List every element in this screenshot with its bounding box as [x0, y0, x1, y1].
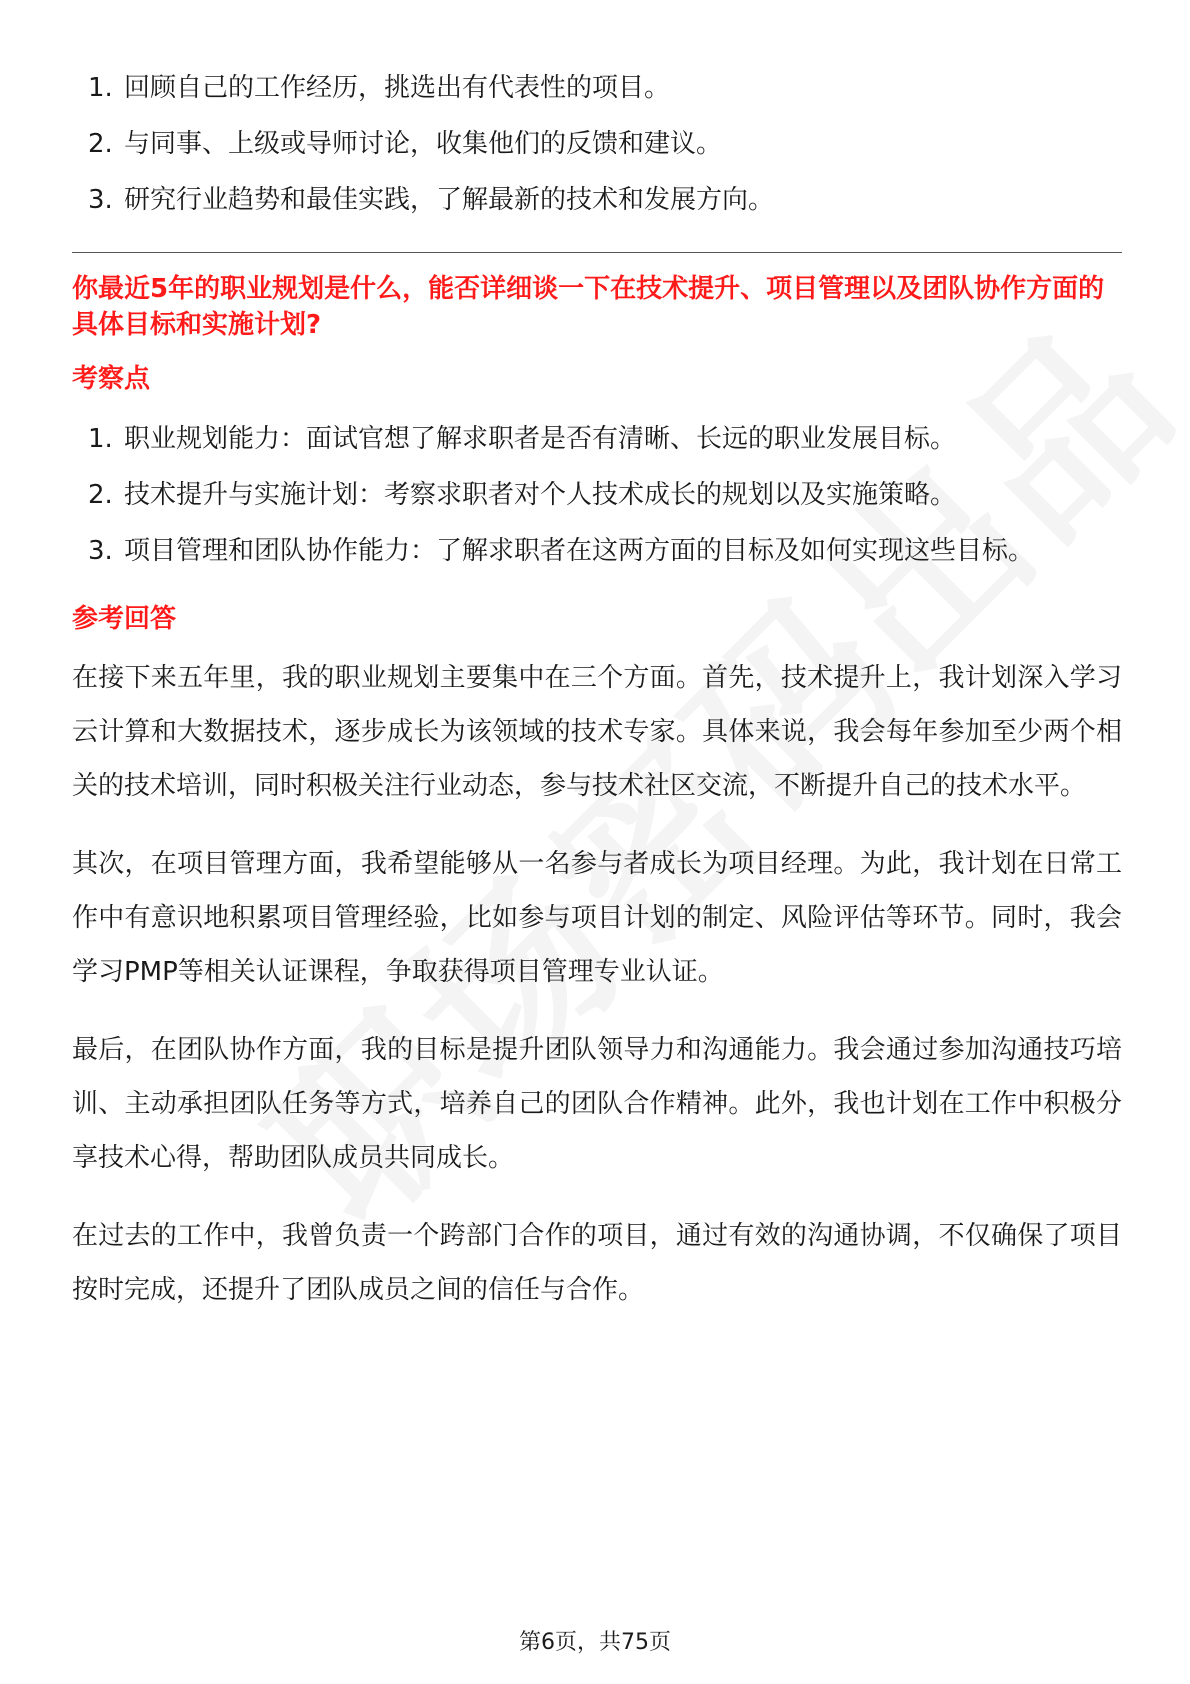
document-page [72, 60, 1122, 1341]
list-text: 技术提升与实施计划：考察求职者对个人技术成长的规划以及实施策略。 [124, 480, 957, 510]
list-number: 2. [88, 480, 113, 510]
list-item [72, 116, 1122, 172]
list-number: 1. [88, 424, 113, 454]
list-item [72, 467, 1122, 523]
list-text: 研究行业趋势和最佳实践，了解最新的技术和发展方向。 [124, 185, 775, 215]
answer-paragraph: 最后，在团队协作方面，我的目标是提升团队领导力和沟通能力。我会通过参加沟通技巧培训、主动承担团队任务等方式，培养自己的团队合作精神。此外，我也计划在工作中积极分享技术心得，帮助团队成员共同成长。 [72, 1035, 1122, 1173]
list-text: 职业规划能力：面试官想了解求职者是否有清晰、长远的职业发展目标。 [124, 424, 957, 454]
list-number: 3. [88, 185, 113, 215]
section-divider [72, 252, 1122, 253]
list-item [72, 411, 1122, 467]
question-heading: 你最近5年的职业规划是什么，能否详细谈一下在技术提升、项目管理以及团队协作方面的具体目标和实施计划? [72, 274, 1105, 340]
list-number: 1. [88, 73, 113, 103]
list-text: 项目管理和团队协作能力：了解求职者在这两方面的目标及如何实现这些目标。 [124, 536, 1035, 566]
list-text: 回顾自己的工作经历，挑选出有代表性的项目。 [124, 73, 671, 103]
intro-steps-list [72, 60, 1122, 228]
answer-paragraph: 在接下来五年里，我的职业规划主要集中在三个方面。首先，技术提升上，我计划深入学习云计算和大数据技术，逐步成长为该领域的技术专家。具体来说，我会每年参加至少两个相关的技术培训，同时积极关注行业动态，参与技术社区交流，不断提升自己的技术水平。 [72, 663, 1122, 801]
answer-heading: 参考回答 [72, 604, 177, 634]
answer-paragraph: 在过去的工作中，我曾负责一个跨部门合作的项目，通过有效的沟通协调，不仅确保了项目按时完成，还提升了团队成员之间的信任与合作。 [72, 1221, 1122, 1305]
answer-paragraph: 其次，在项目管理方面，我希望能够从一名参与者成长为项目经理。为此，我计划在日常工作中有意识地积累项目管理经验，比如参与项目计划的制定、风险评估等环节。同时，我会学习PMP等相关认证课程，争取获得项目管理专业认证。 [72, 849, 1122, 987]
list-text: 与同事、上级或导师讨论，收集他们的反馈和建议。 [124, 129, 723, 159]
list-item [72, 60, 1122, 116]
exam-points-list [72, 411, 1122, 579]
list-item [72, 172, 1122, 228]
list-item [72, 523, 1122, 579]
exam-points-heading: 考察点 [72, 364, 151, 394]
page-number-footer: 第6页，共75页 [519, 1630, 671, 1655]
list-number: 3. [88, 536, 113, 566]
list-number: 2. [88, 129, 113, 159]
